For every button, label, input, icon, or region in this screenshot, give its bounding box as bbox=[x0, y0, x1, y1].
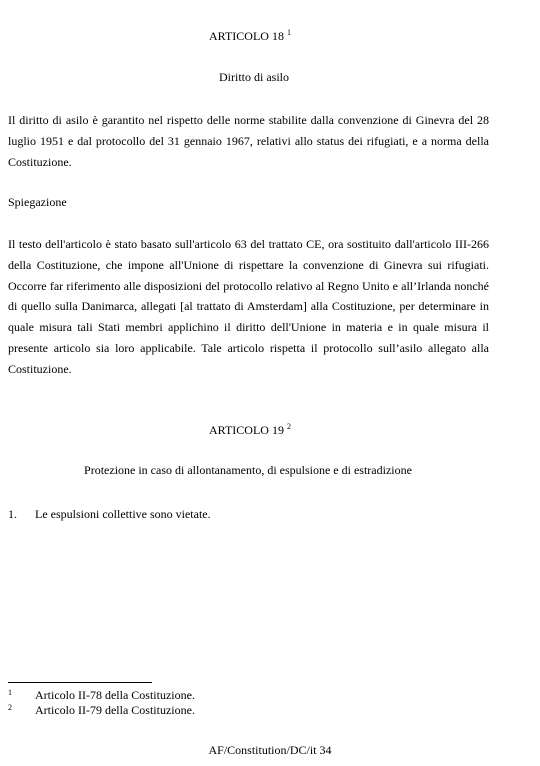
article-19-heading bbox=[0, 423, 520, 438]
list-item-text: Le espulsioni collettive sono vietate. bbox=[35, 507, 211, 521]
article-18-title: Diritto di asilo bbox=[219, 70, 289, 84]
article-18-heading bbox=[0, 29, 520, 44]
article-19-heading-text: ARTICOLO 19 bbox=[209, 423, 284, 437]
footnote-ref-2: 2 bbox=[286, 422, 291, 431]
article-19-title: Protezione in caso di allontanamento, di espulsione e di estradizione bbox=[84, 463, 412, 477]
footnote-2 bbox=[8, 703, 195, 718]
article-18-body: Il diritto di asilo è garantito nel rispetto delle norme stabilite dalla convenzione di Ginevra del 28 luglio 1951 e dal protocollo del 31 gennaio 1967, relativi allo status dei rifugiati, e a norma della Costituzione. bbox=[8, 113, 489, 169]
list-item bbox=[8, 507, 211, 522]
footnote-separator bbox=[8, 682, 152, 683]
explanation-label: Spiegazione bbox=[8, 195, 67, 209]
footnote-ref-1: 1 bbox=[286, 28, 291, 37]
footnote-text: Articolo II-78 della Costituzione. bbox=[35, 688, 195, 702]
footnote-1 bbox=[8, 688, 195, 703]
article-18-heading-text: ARTICOLO 18 bbox=[209, 29, 284, 43]
footnote-text: Articolo II-79 della Costituzione. bbox=[35, 703, 195, 717]
footnote-number: 1 bbox=[8, 688, 12, 697]
page-footer: AF/Constitution/DC/it 34 bbox=[208, 743, 332, 757]
article-18-explanation: Il testo dell'articolo è stato basato sull'articolo 63 del trattato CE, ora sostituito dall'articolo III-266 della Costituzione, che impone all'Unione di rispettare la convenzione di Ginevra sui rifugiati. Occorre far riferimento alle disposizioni del protocollo relativo al Regno Unito e all’Irlanda nonché di quello sulla Danimarca, allegati [al trattato di Amsterdam] alla Costituzione, per determinare in quale misura tali Stati membri applichino il diritto dell'Unione in materia e in quale misura il presente articolo sia loro applicabile. Tale articolo rispetta il protocollo sull’asilo allegato alla Costituzione. bbox=[8, 237, 489, 376]
list-item-number: 1. bbox=[8, 507, 17, 521]
footnote-number: 2 bbox=[8, 703, 12, 712]
